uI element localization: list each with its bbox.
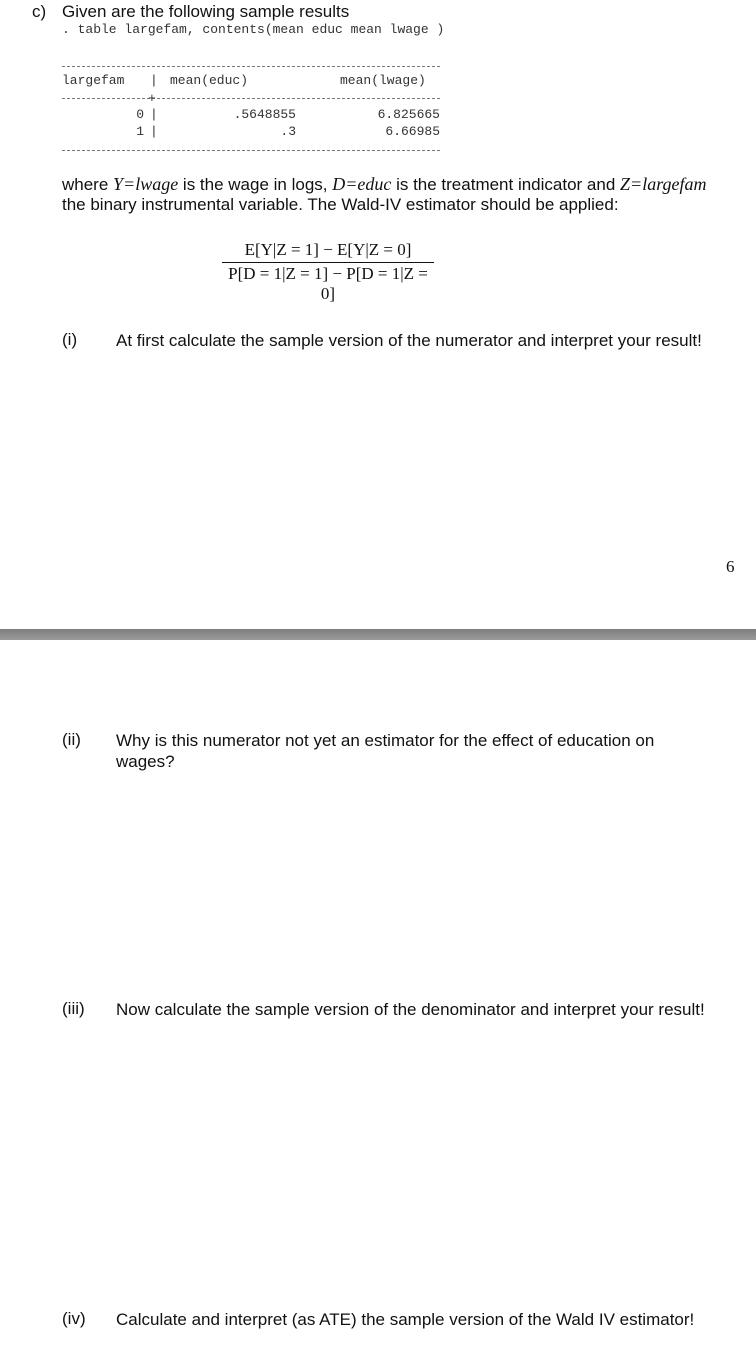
question-title: Given are the following sample results [62, 2, 350, 21]
table-row-0-mean-educ: .5648855 [233, 107, 296, 122]
wald-iv-formula [220, 240, 436, 304]
description-pre: where [62, 175, 114, 194]
header-separator: | [150, 73, 158, 88]
table-header-rule [62, 98, 440, 99]
description-mid2: is the treatment indicator and [391, 175, 621, 194]
subquestion-2-number: (ii) [62, 730, 81, 749]
table-row-1-largefam: 1 [136, 124, 144, 139]
header-mean-lwage: mean(lwage) [340, 73, 426, 88]
subquestion-1-text: At first calculate the sample version of the numerator and interpret your result! [116, 331, 702, 350]
table-bottom-rule [62, 150, 440, 151]
y-definition: Y=lwage [113, 174, 179, 194]
variable-description [62, 174, 752, 195]
description-line-2: the binary instrumental variable. The Wald-IV estimator should be applied: [62, 195, 619, 214]
formula-denominator: P[D = 1|Z = 1] − P[D = 1|Z = 0] [228, 264, 428, 303]
d-definition: D=educ [332, 174, 392, 194]
stata-command: . table largefam, contents(mean educ mean lwage ) [62, 22, 445, 37]
table-row-0-mean-lwage: 6.825665 [377, 107, 440, 122]
formula-numerator: E[Y|Z = 1] − E[Y|Z = 0] [244, 240, 412, 259]
page-number: 6 [726, 557, 735, 576]
subquestion-4-number: (iv) [62, 1309, 86, 1328]
table-row-1-mean-lwage: 6.66985 [385, 124, 440, 139]
description-mid1: is the wage in logs, [178, 175, 333, 194]
header-largefam: largefam [62, 73, 125, 88]
z-definition: Z=largefam [620, 174, 707, 194]
page-break-divider [0, 629, 756, 640]
subquestion-3-text: Now calculate the sample version of the denominator and interpret your result! [116, 1000, 705, 1019]
table-row-1-separator: | [150, 124, 158, 139]
subquestion-3-number: (iii) [62, 999, 85, 1018]
subquestion-2-text: Why is this numerator not yet an estimator for the effect of education on wages? [116, 731, 655, 771]
table-cross-mark: + [148, 91, 156, 106]
table-top-rule [62, 66, 440, 67]
header-mean-educ: mean(educ) [170, 73, 249, 88]
subquestion-1-number: (i) [62, 330, 78, 349]
table-row-0-separator: | [150, 107, 158, 122]
question-letter: c) [32, 2, 47, 21]
table-row-0-largefam: 0 [136, 107, 144, 122]
subquestion-4-text: Calculate and interpret (as ATE) the sample version of the Wald IV estimator! [116, 1310, 695, 1329]
table-row-1-mean-educ: .3 [280, 124, 296, 139]
